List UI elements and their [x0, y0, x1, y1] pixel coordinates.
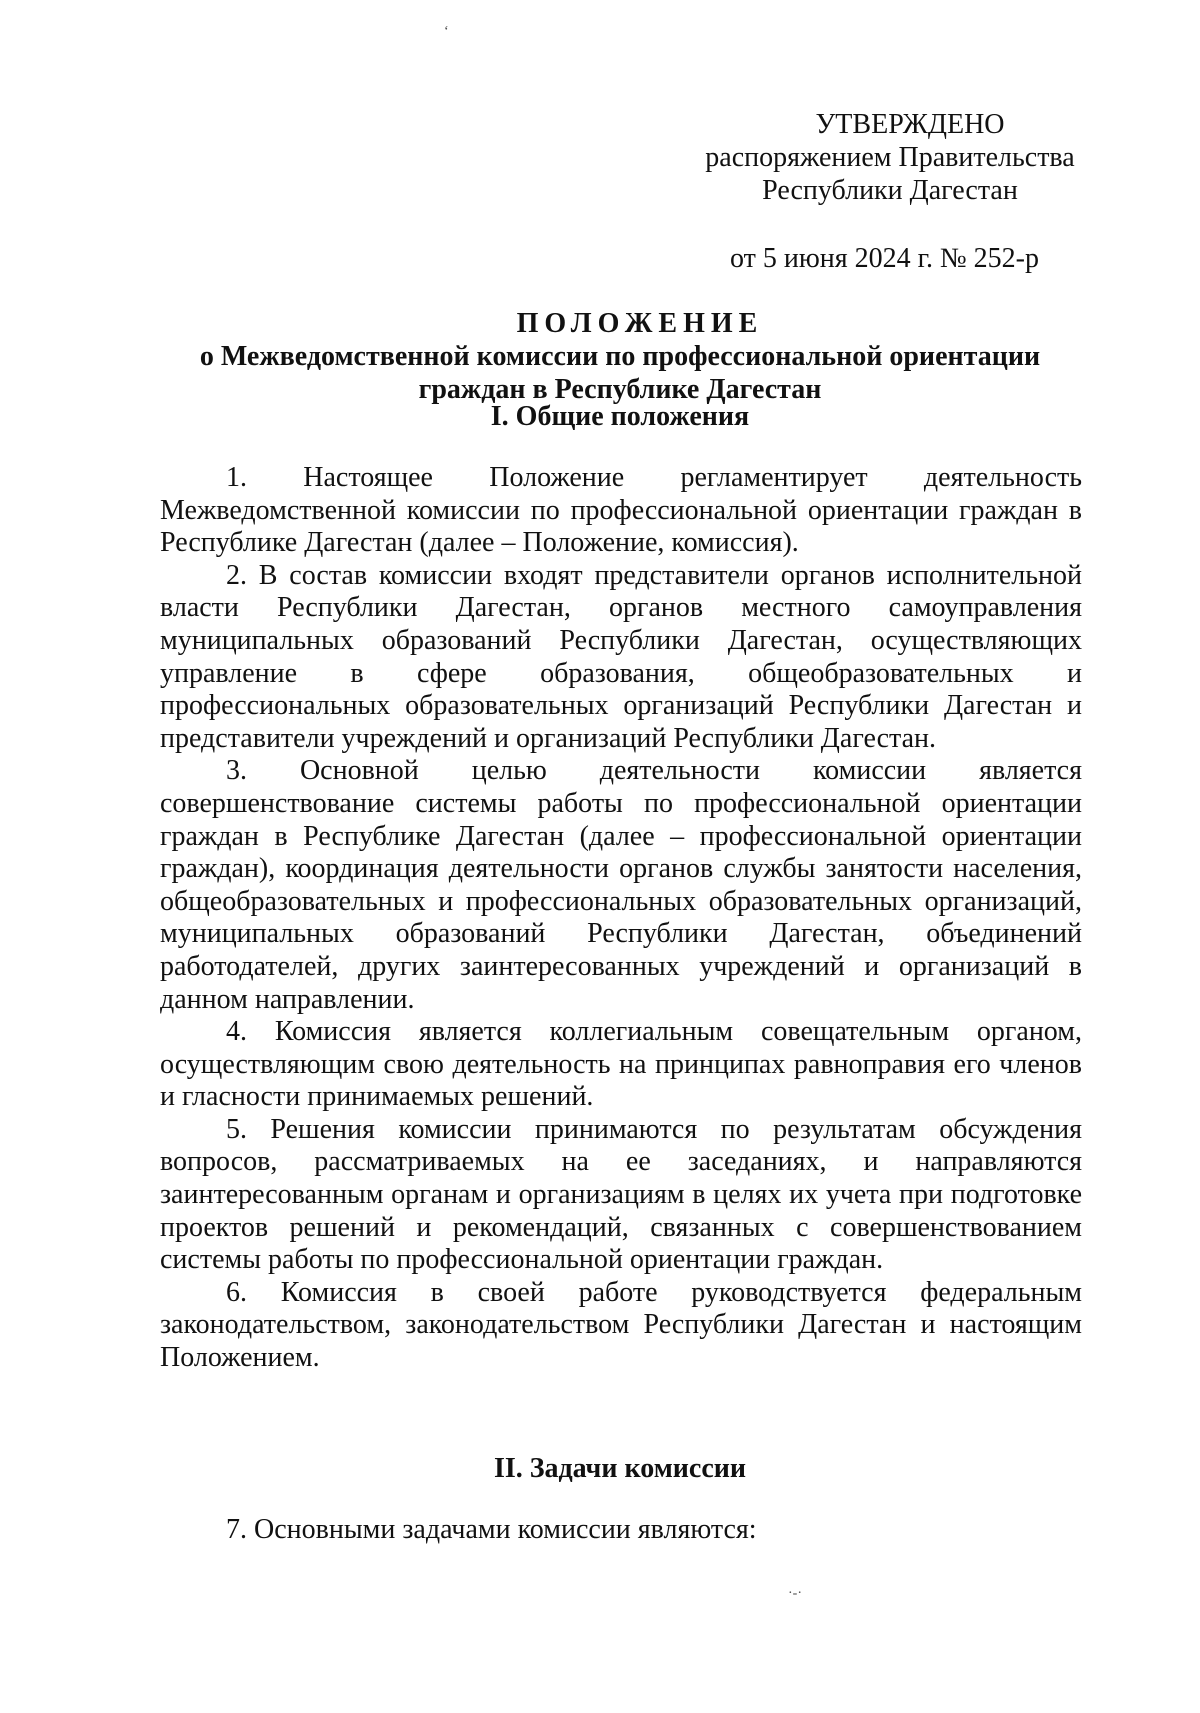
approval-date: от 5 июня 2024 г. № 252-р — [730, 243, 1039, 274]
paragraph-2: 2. В состав комиссии входят представители органов исполнительной власти Республики Дагестан, органов местного самоуправления муниципальных образований Республики Дагестан, осуществляющих управление в сфере образования, общеобразовательных и профессиональных образовательных организаций Республики Дагестан и представители учреждений и организаций Республики Дагестан. — [160, 559, 1082, 754]
document-title-line2: граждан в Республике Дагестан — [418, 374, 822, 405]
document-title-line1: о Межведомственной комиссии по профессиональной ориентации — [199, 341, 1041, 372]
approval-region-line: Республики Дагестан — [762, 175, 1018, 206]
paragraph-3: 3. Основной целью деятельности комиссии является совершенствование системы работы по профессиональной ориентации граждан в Республике Дагестан (далее – профессиональной ориентации граждан), координация деятельности органов службы занятости населения, общеобразовательных и профессиональных образовательных организаций, муниципальных образований Республики Дагестан, объединений работодателей, других заинтересованных учреждений и организаций в данном направлении. — [160, 755, 1082, 1015]
section-1-heading: I. Общие положения — [490, 401, 750, 432]
approval-authority-line: распоряжением Правительства — [705, 142, 1075, 173]
paragraph-5: 5. Решения комиссии принимаются по результатам обсуждения вопросов, рассматриваемых на ее заседаниях, и направляются заинтересованным органам и организациям в целях их учета при подготовке проектов решений и рекомендаций, связанных с совершенствованием системы работы по профессиональной ориентации граждан. — [160, 1113, 1082, 1276]
paragraph-4: 4. Комиссия является коллегиальным совещательным органом, осуществляющим свою деятельность на принципах равноправия его членов и гласности принимаемых решений. — [160, 1016, 1082, 1113]
paragraph-6: 6. Комиссия в своей работе руководствуется федеральным законодательством, законодательством Республики Дагестан и настоящим Положением. — [160, 1276, 1082, 1374]
section-2-body — [160, 1514, 1082, 1547]
document-title — [160, 307, 1080, 406]
section-1-body — [160, 462, 1082, 1375]
paragraph-1: 1. Настоящее Положение регламентирует деятельность Межведомственной комиссии по профессиональной ориентации граждан в Республике Дагестан (далее – Положение, комиссия). — [160, 462, 1082, 559]
section-2-heading: II. Задачи комиссии — [493, 1453, 747, 1484]
approval-stamp-block — [660, 108, 1120, 207]
document-title-main: ПОЛОЖЕНИЕ — [516, 308, 764, 339]
paragraph-7: 7. Основными задачами комиссии являются: — [226, 1514, 757, 1545]
scan-speck: ·-· — [788, 1586, 802, 1601]
approval-heading: УТВЕРЖДЕНО — [815, 109, 1005, 140]
scan-speck: ʻ — [444, 24, 449, 39]
